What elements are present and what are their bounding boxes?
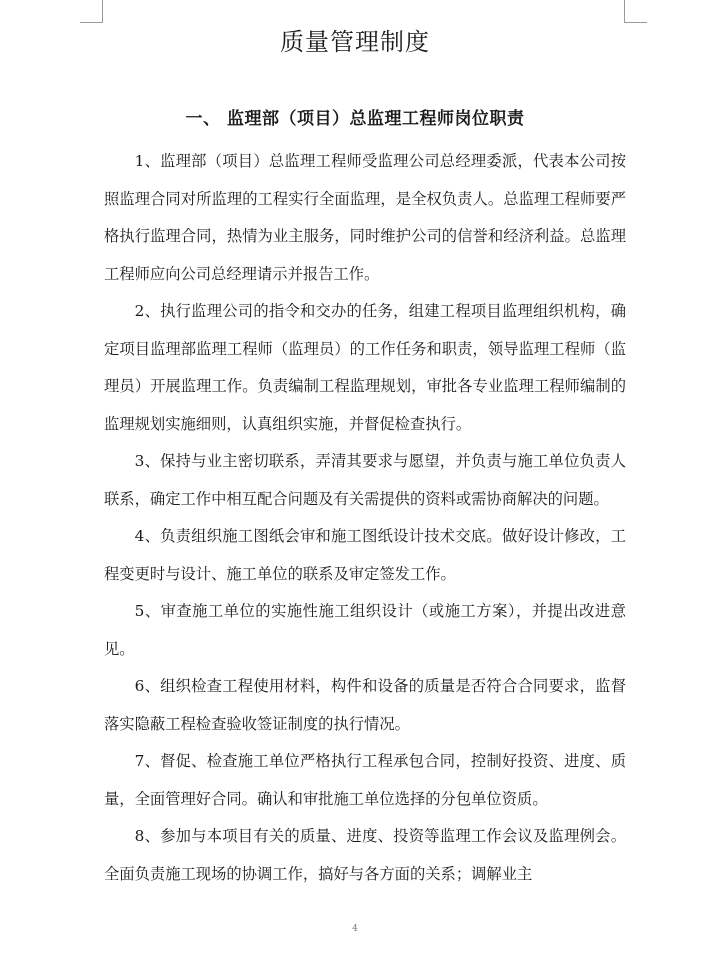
paragraph-4: 4、负责组织施工图纸会审和施工图纸设计技术交底。做好设计修改，工程变更时与设计、施工单位的联系及审定签发工作。 — [104, 527, 626, 583]
paragraph-6: 6、组织检查工程使用材料，构件和设备的质量是否符合合同要求，监督落实隐蔽工程检查验收签证制度的执行情况。 — [104, 677, 626, 733]
paragraph-1: 1、监理部（项目）总监理工程师受监理公司总经理委派，代表本公司按照监理合同对所监理的工程实行全面监理，是全权负责人。总监理工程师要严格执行监理合同，热情为业主服务，同时维护公司的信誉和经济利益。总监理工程师应向公司总经理请示并报告工作。 — [104, 152, 626, 283]
document-body — [104, 143, 626, 893]
paragraph-7: 7、督促、检查施工单位严格执行工程承包合同，控制好投资、进度、质量，全面管理好合同。确认和审批施工单位选择的分包单位资质。 — [104, 752, 626, 808]
paragraph-8: 8、参加与本项目有关的质量、进度、投资等监理工作会议及监理例会。全面负责施工现场的协调工作，搞好与各方面的关系；调解业主 — [104, 827, 626, 883]
paragraph-5: 5、审查施工单位的实施性施工组织设计（或施工方案），并提出改进意见。 — [104, 602, 626, 658]
paragraph-3: 3、保持与业主密切联系，弄清其要求与愿望，并负责与施工单位负责人联系，确定工作中相互配合问题及有关需提供的资料或需协商解决的问题。 — [104, 452, 626, 508]
paragraph-2: 2、执行监理公司的指令和交办的任务，组建工程项目监理组织机构，确定项目监理部监理工程师（监理员）的工作任务和职责，领导监理工程师（监理员）开展监理工作。负责编制工程监理规划，审批各专业监理工程师编制的监理规划实施细则，认真组织实施，并督促检查执行。 — [104, 302, 626, 433]
document-title: 质量管理制度 — [280, 28, 430, 56]
crop-mark-left — [80, 0, 103, 23]
section-heading: 一、 监理部（项目）总监理工程师岗位职责 — [185, 109, 525, 129]
crop-mark-right — [624, 0, 647, 23]
page-number: 4 — [352, 924, 358, 934]
